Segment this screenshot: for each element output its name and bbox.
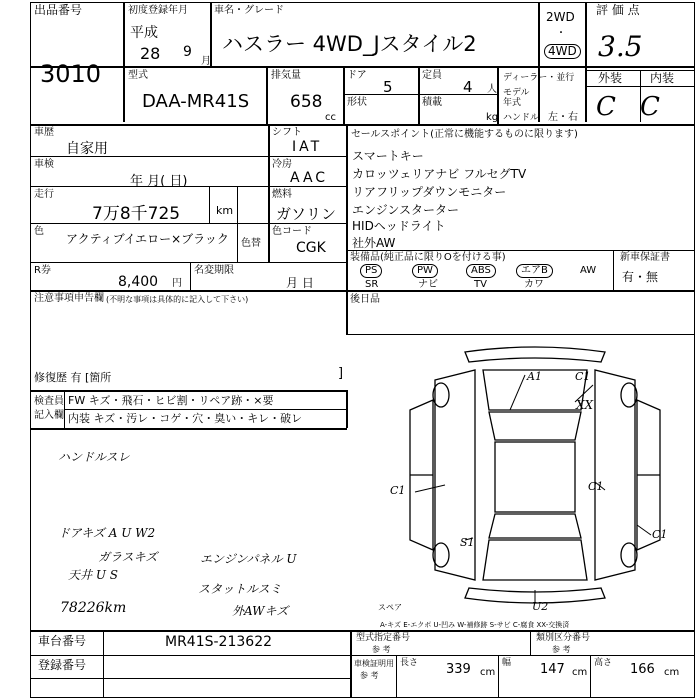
width-label: 幅 — [502, 658, 512, 668]
notes-label: 注意事項申告欄 — [34, 293, 104, 304]
selling-points-label: セールスポイント(正常に機能するものに限ります) — [351, 129, 578, 140]
length-value: 339 — [446, 662, 471, 677]
mileage-value: 7万8千725 — [92, 204, 181, 224]
selling-point: カロッツェリアナビ フルセグTV — [352, 167, 527, 181]
fuel-value: ガソリン — [276, 205, 337, 223]
length-label: 長さ — [400, 658, 419, 668]
color-code-value: CGK — [296, 240, 326, 256]
color-code-label: 色コード — [272, 226, 312, 237]
divider — [613, 250, 614, 291]
equip-sr: SR — [365, 279, 379, 290]
divider — [343, 94, 498, 95]
repair-history-label: 修復歴 有 [箇所 — [34, 371, 112, 384]
equip-tv: TV — [474, 279, 487, 290]
person-unit: 人 — [487, 84, 497, 95]
dealer-label: ディーラー・並行 — [503, 73, 575, 83]
reg-month: 9 — [183, 44, 192, 60]
title-deadline-label: 名変期限 — [194, 265, 234, 276]
inspector-label: 検査員 — [34, 396, 64, 407]
lot-label: 出品番号 — [34, 3, 83, 17]
load-label: 積載 — [422, 97, 442, 108]
reg-year: 28 — [140, 44, 161, 63]
equipment-label: 装備品(純正品に限りOを付ける事) — [350, 252, 506, 263]
shift-label: シフト — [272, 127, 302, 138]
selling-point: リアフリップダウンモニター — [352, 185, 507, 199]
cert-sub: 参 考 — [360, 671, 379, 680]
divider — [30, 66, 695, 68]
damage-mark: C1 — [588, 480, 604, 493]
divider — [237, 223, 238, 262]
repair-bracket: ] — [338, 366, 344, 381]
divider — [30, 390, 347, 392]
first-reg-label: 初度登録年月 — [128, 5, 188, 16]
recycle-value: 8,400 — [118, 274, 159, 290]
divider — [585, 86, 695, 87]
divider — [346, 390, 348, 428]
color-label: 色 — [34, 226, 44, 237]
inspector-label-2: 記入欄 — [34, 410, 64, 421]
history-label: 車歴 — [34, 127, 54, 138]
capacity-label: 定員 — [422, 70, 442, 81]
divider — [396, 655, 397, 698]
handle-label: ハンドル — [503, 113, 540, 123]
cc-unit: cc — [325, 112, 336, 123]
divider — [266, 66, 268, 124]
drive-dot: ・ — [556, 28, 566, 39]
chassis-label: 車台番号 — [38, 634, 87, 648]
car-name-label: 車名・グレード — [214, 5, 284, 16]
equip-airbag: エアB — [516, 264, 553, 278]
ac-label: 冷房 — [272, 159, 292, 170]
divider — [268, 124, 270, 262]
handwritten-note: 外AWキズ — [232, 604, 289, 618]
fw-row: FW キズ・飛石・ヒビ割・リペア跡・×要 — [68, 394, 274, 407]
mileage-label: 走行 — [34, 189, 54, 200]
exterior-label: 外装 — [598, 71, 623, 85]
doors: 5 — [383, 78, 393, 96]
handwritten-note: 78226km — [60, 600, 127, 616]
divider — [103, 630, 104, 698]
selling-point: エンジンスターター — [352, 203, 460, 217]
km-unit: km — [216, 204, 234, 217]
damage-mark: C1 — [575, 370, 591, 383]
model-number-sub: 参 考 — [372, 645, 391, 654]
divider — [585, 2, 587, 122]
divider — [530, 630, 531, 655]
divider — [190, 262, 191, 290]
month-unit: 月 — [201, 56, 211, 67]
model-year-label-2: 年式 — [503, 98, 522, 108]
handwritten-note: ハンドルスレ — [58, 450, 130, 464]
selling-point: HIDヘッドライト — [352, 219, 446, 233]
divider — [30, 290, 695, 292]
handwritten-note: エンジンパネル U — [200, 552, 297, 566]
handle-value: 左・右 — [548, 112, 578, 123]
selling-point: 社外AW — [352, 236, 396, 250]
capacity: 4 — [463, 78, 473, 96]
equip-navi: ナビ — [418, 279, 438, 290]
kg-unit: kg — [486, 112, 499, 123]
handwritten-note: 天井 U S — [68, 568, 118, 582]
divider — [343, 66, 345, 124]
model-year-label: モデル — [503, 88, 530, 98]
divider — [123, 2, 125, 122]
exterior-grade: C — [596, 92, 616, 122]
color-change-label: 色替 — [241, 238, 261, 249]
divider — [30, 678, 350, 679]
height-label: 高さ — [594, 658, 613, 668]
length-unit: cm — [480, 667, 496, 678]
shift-value: IAT — [292, 139, 323, 155]
yen-unit: 円 — [172, 278, 182, 289]
damage-mark: U2 — [532, 600, 549, 613]
color-value: アクティブイエロー×ブラック — [66, 232, 229, 246]
class-sub: 参 考 — [552, 645, 571, 654]
recycle-label: R券 — [34, 265, 51, 276]
divider — [30, 124, 130, 126]
displacement-label: 排気量 — [271, 70, 301, 81]
height-unit: cm — [664, 667, 680, 678]
divider — [350, 630, 352, 698]
equip-aw: AW — [580, 265, 597, 276]
warranty-label: 新車保証書 — [620, 252, 670, 263]
width-value: 147 — [540, 662, 565, 677]
divider — [538, 2, 540, 122]
displacement: 658 — [290, 92, 323, 112]
era: 平成 — [130, 25, 158, 41]
equip-abs: ABS — [466, 264, 496, 278]
divider — [30, 186, 347, 187]
title-deadline-value: 月 日 — [286, 276, 314, 290]
inspection-value: 年 月( 日) — [130, 174, 188, 189]
interior-label: 内装 — [650, 71, 675, 85]
damage-mark: C1 — [652, 528, 668, 541]
height-value: 166 — [630, 662, 655, 677]
selling-point: スマートキー — [352, 149, 424, 163]
model-number-label: 型式指定番号 — [356, 633, 411, 643]
divider — [346, 250, 695, 251]
chassis-number: MR41S-213622 — [165, 634, 273, 650]
divider — [30, 655, 695, 656]
damage-mark: S1 — [460, 536, 475, 549]
handwritten-note: ガラスキズ — [98, 550, 158, 564]
damage-mark: A1 — [527, 370, 542, 383]
car-name: ハスラー 4WD_Jスタイル2 — [222, 32, 477, 56]
interior-grade: C — [640, 92, 660, 122]
divider — [590, 655, 591, 698]
history-value: 自家用 — [66, 141, 108, 157]
handwritten-note: スタットルスミ — [198, 582, 282, 596]
divider — [64, 409, 347, 410]
fuel-label: 燃料 — [272, 189, 292, 200]
interior-row: 内装 キズ・汚レ・コゲ・穴・臭い・キレ・破レ — [68, 412, 303, 425]
shape-label: 形状 — [347, 97, 367, 108]
class-label: 類別区分番号 — [536, 633, 591, 643]
equip-leather: カワ — [524, 279, 544, 290]
divider — [498, 655, 499, 698]
cert-label: 車検証明用 — [354, 659, 394, 668]
divider — [346, 334, 695, 335]
divider — [30, 630, 695, 632]
eval-label: 評 価 点 — [596, 3, 640, 17]
drive-4wd: 4WD — [544, 44, 581, 59]
equip-pw: PW — [412, 264, 438, 278]
doors-label: ドア — [347, 70, 367, 81]
warranty-value: 有・無 — [622, 270, 659, 284]
divider — [209, 186, 210, 223]
divider — [30, 428, 347, 430]
eval-score: 3.5 — [598, 30, 643, 63]
model-label: 型式 — [128, 70, 148, 81]
lot-number: 3010 — [40, 60, 102, 88]
divider — [30, 262, 347, 263]
registration-label: 登録番号 — [38, 658, 87, 672]
equip-ps: PS — [360, 264, 382, 278]
post-delivery-label: 後日品 — [350, 294, 380, 305]
damage-mark: C1 — [390, 484, 406, 497]
ac-value: AAC — [290, 170, 329, 186]
divider — [237, 186, 238, 223]
inspection-label: 車検 — [34, 159, 54, 170]
model-code: DAA-MR41S — [142, 91, 250, 112]
damage-mark: XX — [576, 398, 594, 412]
width-unit: cm — [572, 667, 588, 678]
spare-label: スペア — [378, 603, 402, 612]
divider — [123, 124, 695, 126]
divider — [418, 66, 420, 124]
handwritten-note: ドアキズ A U W2 — [58, 526, 156, 540]
damage-legend: A-キズ E-エクボ U-凹み W-補修跡 S-サビ C-腐食 XX-交換済 — [380, 621, 570, 629]
drive-2wd: 2WD — [546, 10, 575, 24]
notes-sub: (不明な事項は具体的に記入して下さい) — [106, 295, 249, 304]
